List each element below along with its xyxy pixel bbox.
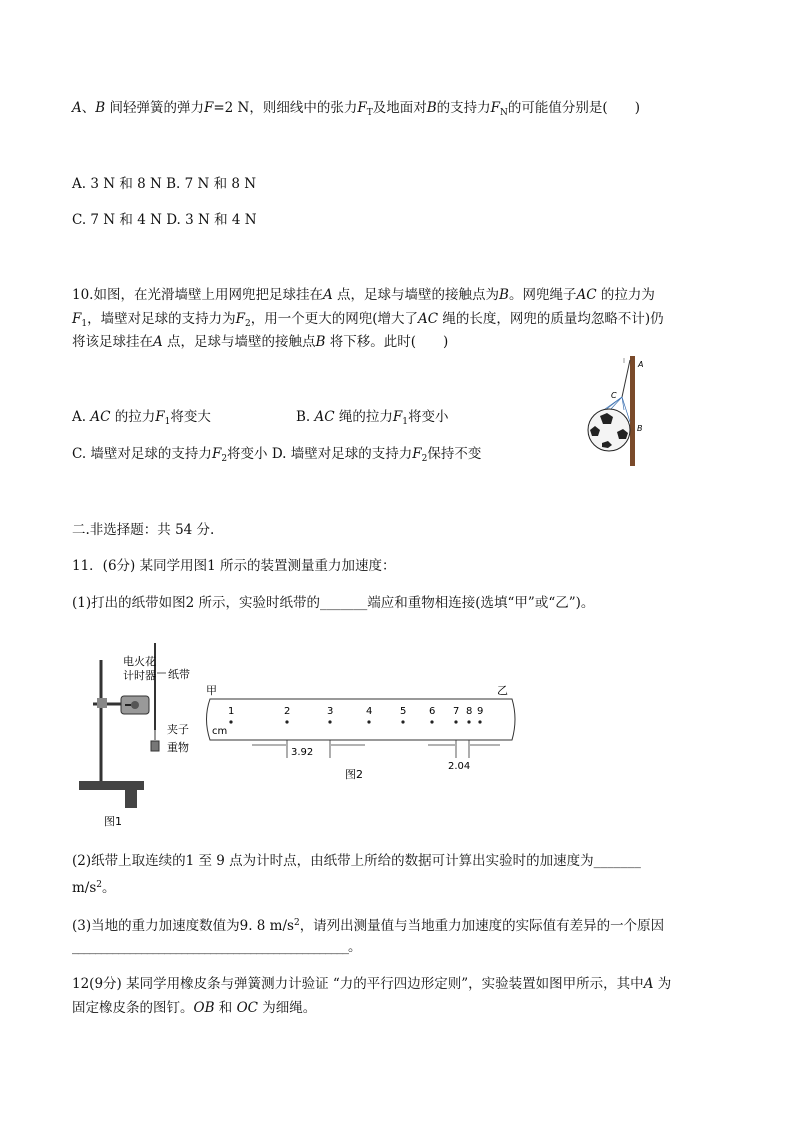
label-timer-2: 计时器 bbox=[123, 669, 156, 682]
rope-ac bbox=[622, 360, 630, 397]
fig1-apparatus bbox=[75, 638, 205, 833]
label-a: A bbox=[638, 360, 644, 369]
label-tape: 纸带 bbox=[168, 668, 190, 681]
label-timer-1: 电火花 bbox=[123, 655, 156, 668]
tape-point-label: 3 bbox=[327, 706, 334, 717]
q10-stem-line3: 将该足球挂在A 点，足球与墙壁的接触点B 将下移。此时( ) bbox=[72, 334, 449, 350]
q10-option-b: B. AC 绳的拉力$F_1$将变小 bbox=[296, 409, 449, 427]
fig2-paper-tape bbox=[200, 678, 525, 784]
label-yi: 乙 bbox=[497, 684, 508, 697]
q9-options-row1: A. 3 N 和 8 N B. 7 N 和 8 N bbox=[72, 176, 257, 192]
weight bbox=[151, 741, 159, 751]
timer-knob bbox=[131, 701, 139, 709]
tape-points bbox=[228, 706, 483, 724]
tape-point-label: 4 bbox=[366, 706, 373, 717]
q11-part2: (2)纸带上取连续的1 至 9 点为计时点，由纸带上所给的数据可计算出实验时的加速度为_______ bbox=[72, 853, 641, 869]
stand-base bbox=[79, 781, 144, 790]
tape-point-label: 6 bbox=[429, 706, 436, 717]
label-jia: 甲 bbox=[206, 684, 217, 697]
label-b: B bbox=[637, 424, 643, 433]
wall bbox=[630, 356, 635, 466]
label-weight: 重物 bbox=[167, 741, 189, 754]
table-leg bbox=[125, 790, 137, 808]
q12-line1: 12(9分) 某同学用橡皮条与弹簧测力计验证 “力的平行四边形定则”，实验装置如图甲所示，其中A 为 bbox=[72, 976, 672, 992]
tape-dot bbox=[454, 720, 457, 723]
q10-options-cd: C. 墙壁对足球的支持力$F_2$将变小 D. 墙壁对足球的支持力$F_2$保持不变 bbox=[72, 446, 482, 464]
fig1-caption: 图1 bbox=[104, 815, 122, 828]
tape-dot bbox=[467, 720, 470, 723]
tape-point-label: 2 bbox=[284, 706, 291, 717]
tape-dot bbox=[285, 720, 288, 723]
q10-stem-line1: 10.如图，在光滑墙壁上用网兜把足球挂在A 点，足球与墙壁的接触点为B。网兜绳子AC 的拉力为 bbox=[72, 287, 655, 303]
dim2-label: 2.04 bbox=[448, 761, 471, 772]
q10-ball-figure bbox=[584, 350, 654, 470]
section2-heading: 二.非选择题：共 54 分. bbox=[72, 522, 215, 538]
q11-part3-blank: ________________________________________________。 bbox=[72, 939, 361, 955]
tape-dot bbox=[401, 720, 404, 723]
dim1-label: 3.92 bbox=[291, 747, 314, 758]
q11-part2-unit: $m/s^2$。 bbox=[72, 880, 116, 896]
q11-part3: (3)当地的重力加速度数值为9. 8 $m/s^2$，请列出测量值与当地重力加速度的实际值有差异的一个原因 bbox=[72, 918, 665, 934]
q9-options-row2: C. 7 N 和 4 N D. 3 N 和 4 N bbox=[72, 212, 257, 228]
unit-label: cm bbox=[212, 726, 228, 737]
stand-clamp bbox=[97, 698, 107, 708]
tape-dot bbox=[328, 720, 331, 723]
tape-point-label: 8 bbox=[466, 706, 473, 717]
tape-point-label: 9 bbox=[477, 706, 484, 717]
q11-part1: (1)打出的纸带如图2 所示，实验时纸带的_______端应和重物相连接(选填“甲”或“乙”)。 bbox=[72, 595, 595, 611]
q9-stem: A、B 间轻弹簧的弹力F=2 N，则细线中的张力$F_T$及地面对B的支持力$F_N$的可能值分别是( ) bbox=[72, 100, 640, 118]
label-clip: 夹子 bbox=[167, 723, 189, 736]
q10-stem-line2: $F_1$，墙壁对足球的支持力为$F_2$，用一个更大的网兜(增大了AC 绳的长度，网兜的质量均忽略不计)仍 bbox=[72, 311, 664, 329]
tape-point-label: 7 bbox=[453, 706, 460, 717]
tape-dot bbox=[229, 720, 232, 723]
q12-line2: 固定橡皮条的图钉。OB 和 OC 为细绳。 bbox=[72, 1000, 317, 1016]
tape-point-label: 5 bbox=[400, 706, 407, 717]
tape-point-label: 1 bbox=[228, 706, 235, 717]
fig2-caption: 图2 bbox=[345, 768, 363, 781]
tape-dot bbox=[478, 720, 481, 723]
tape-dot bbox=[367, 720, 370, 723]
q10-option-a: A. AC 的拉力$F_1$将变大 bbox=[72, 409, 211, 427]
q11-title: 11．(6分) 某同学用图1 所示的装置测量重力加速度： bbox=[72, 558, 396, 574]
tape-dot bbox=[430, 720, 433, 723]
label-c: C bbox=[611, 391, 617, 400]
